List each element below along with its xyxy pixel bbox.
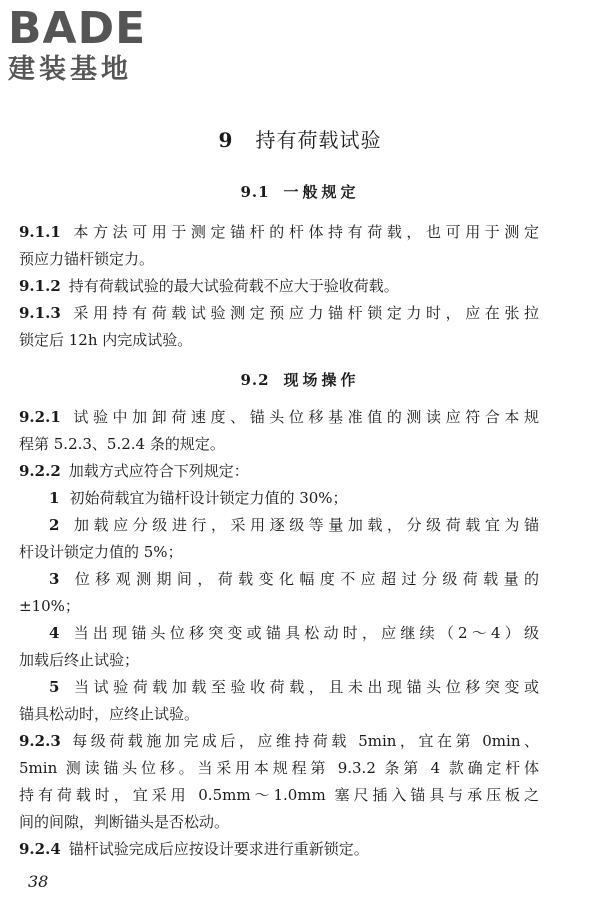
item-number: 5 xyxy=(49,678,60,696)
item-1-line-1 xyxy=(19,485,539,512)
clause-9-2-4-line-1 xyxy=(19,836,539,863)
section-9-1-body xyxy=(19,219,539,354)
clause-9-2-3-line-4: 间的间隙，判断锚头是否松动。 xyxy=(19,813,230,831)
chapter-number: 9 xyxy=(218,128,234,152)
section-title: 一般规定 xyxy=(283,183,360,201)
clause-9-2-3-line-3: 持有荷载时，宜采用 0.5mm～1.0mm 塞尺插入锚具与承压板之 xyxy=(19,786,539,804)
clause-9-1-1-line-2: 预应力锚杆锁定力。 xyxy=(19,250,155,268)
clause-number: 9.2.3 xyxy=(19,732,61,750)
clause-9-1-1-line-1 xyxy=(19,219,539,246)
clause-text: 本方法可用于测定锚杆的杆体持有荷载，也可用于测定 xyxy=(68,223,539,241)
item-text: 加载应分级进行，采用逐级等量加载，分级荷载宜为锚 xyxy=(69,516,539,534)
logo-subtitle: 建装基地 xyxy=(8,54,132,85)
item-text: 当出现锚头位移突变或锚具松动时，应继续（2～4）级 xyxy=(69,624,539,642)
item-4-line-1 xyxy=(19,620,539,647)
publisher-logo xyxy=(8,3,178,90)
chapter-title: 持有荷载试验 xyxy=(255,128,382,152)
clause-text: 采用持有荷载试验测定预应力锚杆锁定力时，应在张拉 xyxy=(68,304,539,322)
section-number: 9.2 xyxy=(240,371,270,389)
clause-number: 9.2.4 xyxy=(19,840,61,858)
clause-9-1-3-line-1 xyxy=(19,300,539,327)
section-9-2-body xyxy=(19,404,539,863)
page-number: 38 xyxy=(28,872,49,891)
item-text: 初始荷载宜为锚杆设计锁定力值的 30%； xyxy=(69,489,348,507)
clause-9-2-2-line-1 xyxy=(19,458,539,485)
item-4-line-2: 加载后终止试验； xyxy=(19,651,140,669)
item-5-line-2: 锚具松动时，应终止试验。 xyxy=(19,705,200,723)
clause-text: 锚杆试验完成后应按设计要求进行重新锁定。 xyxy=(68,840,369,858)
item-3-line-2: ±10%； xyxy=(19,597,80,615)
item-text: 当试验荷载加载至验收荷载，且未出现锚头位移突变或 xyxy=(69,678,539,696)
clause-text: 加载方式应符合下列规定： xyxy=(68,462,249,480)
clause-text: 试验中加卸荷速度、锚头位移基准值的测读应符合本规 xyxy=(68,408,539,426)
clause-number: 9.2.2 xyxy=(19,462,61,480)
section-title: 现场操作 xyxy=(283,371,360,389)
item-2-line-1 xyxy=(19,512,539,539)
clause-9-1-3-line-2: 锁定后 12h 内完成试验。 xyxy=(19,331,193,349)
item-number: 1 xyxy=(49,489,60,507)
item-2-line-2: 杆设计锁定力值的 5%； xyxy=(19,543,183,561)
item-3-line-1 xyxy=(19,566,539,593)
clause-9-1-2-line-1 xyxy=(19,273,539,300)
item-5-line-1 xyxy=(19,674,539,701)
clause-9-2-1-line-1 xyxy=(19,404,539,431)
section-number: 9.1 xyxy=(240,183,270,201)
clause-9-2-3-line-1 xyxy=(19,728,539,755)
clause-number: 9.1.3 xyxy=(19,304,61,322)
clause-number: 9.1.1 xyxy=(19,223,61,241)
item-number: 2 xyxy=(49,516,60,534)
item-number: 4 xyxy=(49,624,60,642)
clause-number: 9.2.1 xyxy=(19,408,61,426)
clause-text: 持有荷载试验的最大试验荷载不应大于验收荷载。 xyxy=(68,277,399,295)
item-text: 位移观测期间，荷载变化幅度不应超过分级荷载量的 xyxy=(69,570,539,588)
section-heading-9-1 xyxy=(0,181,600,203)
clause-9-2-3-line-2: 5min 测读锚头位移。当采用本规程第 9.3.2 条第 4 款确定杆体 xyxy=(19,759,539,777)
clause-text: 每级荷载施加完成后，应维持荷载 5min，宜在第 0min、 xyxy=(68,732,539,750)
section-heading-9-2 xyxy=(0,369,600,391)
clause-number: 9.1.2 xyxy=(19,277,61,295)
chapter-heading xyxy=(0,126,600,154)
clause-9-2-1-line-2: 程第 5.2.3、5.2.4 条的规定。 xyxy=(19,435,225,453)
item-number: 3 xyxy=(49,570,60,588)
logo-brand-text: BADE xyxy=(8,3,147,54)
